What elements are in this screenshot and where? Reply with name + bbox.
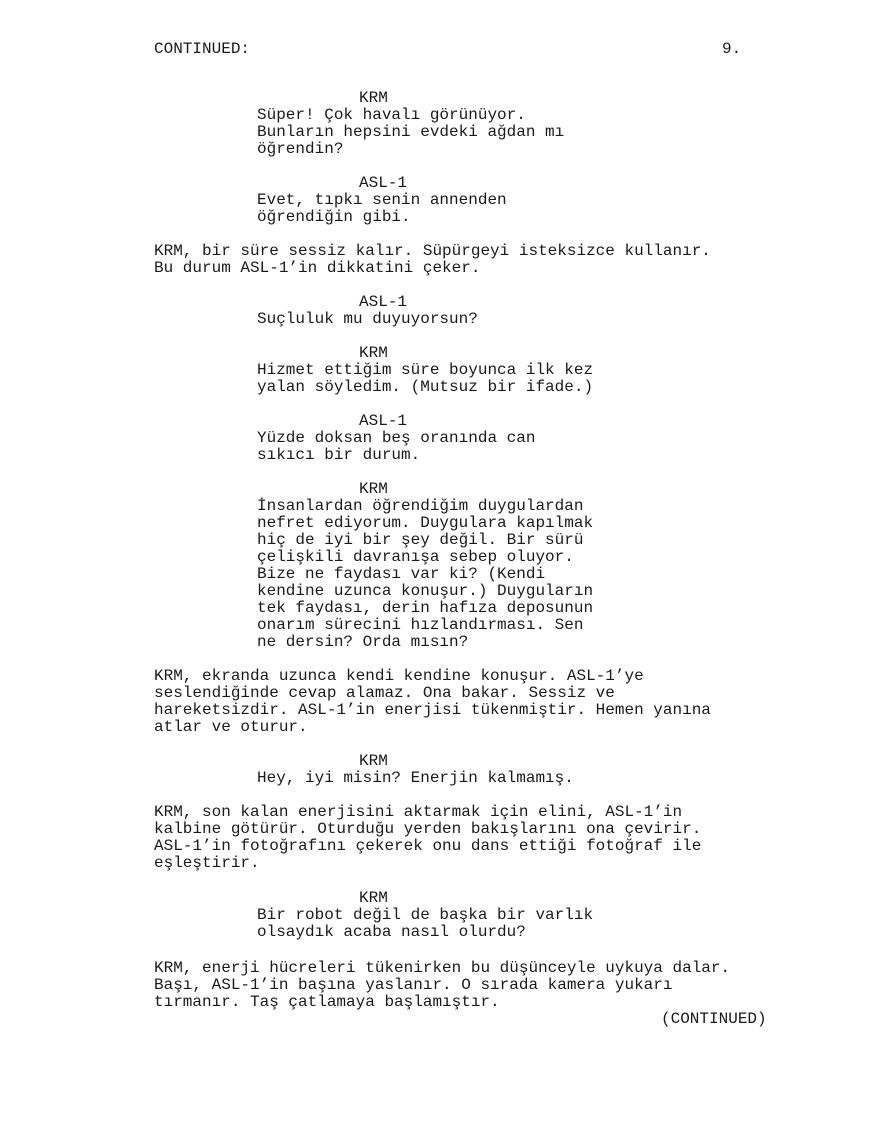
dialogue: Evet, tıpkı senin annenden öğrendiğin gibi. [257, 191, 507, 226]
action-line: KRM, ekranda uzunca kendi kendine konuşur. ASL-1’ye seslendiğinde cevap alamaz. Ona bakar. Sessiz ve hareketsizdir. ASL-1’in enerjisi tükenmiştir. Hemen yanına atlar ve oturur. [154, 667, 711, 736]
character-name: KRM [359, 752, 388, 770]
dialogue: Hizmet ettiğim süre boyunca ilk kez yalan söyledim. (Mutsuz bir ifade.) [257, 361, 594, 396]
character-name: KRM [359, 344, 388, 362]
action-line: KRM, bir süre sessiz kalır. Süpürgeyi isteksizce kullanır. Bu durum ASL-1’in dikkatini çeker. [154, 242, 711, 277]
character-name: ASL-1 [359, 412, 408, 430]
action-line: KRM, enerji hücreleri tükenirken bu düşünceyle uykuya dalar. Başı, ASL-1’in başına yaslanır. O sırada kamera yukarı tırmanır. Taş çatlamaya başlamıştır. [154, 959, 731, 1011]
page-number: 9. [722, 40, 742, 58]
action-line: KRM, son kalan enerjisini aktarmak için elini, ASL-1’in kalbine götürür. Oturduğu yerden bakışlarını ona çevirir. ASL-1’in fotoğrafını çekerek onu dans ettiği fotoğraf ile eşleştirir. [154, 803, 702, 872]
dialogue: Hey, iyi misin? Enerjin kalmamış. [257, 769, 574, 787]
dialogue: Yüzde doksan beş oranında can sıkıcı bir durum. [257, 429, 536, 464]
character-name: ASL-1 [359, 174, 408, 192]
dialogue: İnsanlardan öğrendiğim duygulardan nefret ediyorum. Duygulara kapılmak hiç de iyi bir şey değil. Bir sürü çelişkili davranışa sebep oluyor. Bize ne faydası var ki? (Kendi kendine uzunca konuşur.) Duyguların tek faydası, derin hafıza deposunun onarım sürecini hızlandırması. Sen ne dersin? Orda mısın? [257, 497, 594, 651]
character-name: KRM [359, 889, 388, 907]
character-name: KRM [359, 480, 388, 498]
dialogue: Suçluluk mu duyuyorsun? [257, 310, 478, 328]
character-name: ASL-1 [359, 293, 408, 311]
continued-footer: (CONTINUED) [661, 1010, 767, 1028]
dialogue: Bir robot değil de başka bir varlık olsaydık acaba nasıl olurdu? [257, 906, 594, 941]
character-name: KRM [359, 89, 388, 107]
continued-header: CONTINUED: [154, 40, 251, 58]
dialogue: Süper! Çok havalı görünüyor. Bunların hepsini evdeki ağdan mı öğrendin? [257, 106, 565, 158]
